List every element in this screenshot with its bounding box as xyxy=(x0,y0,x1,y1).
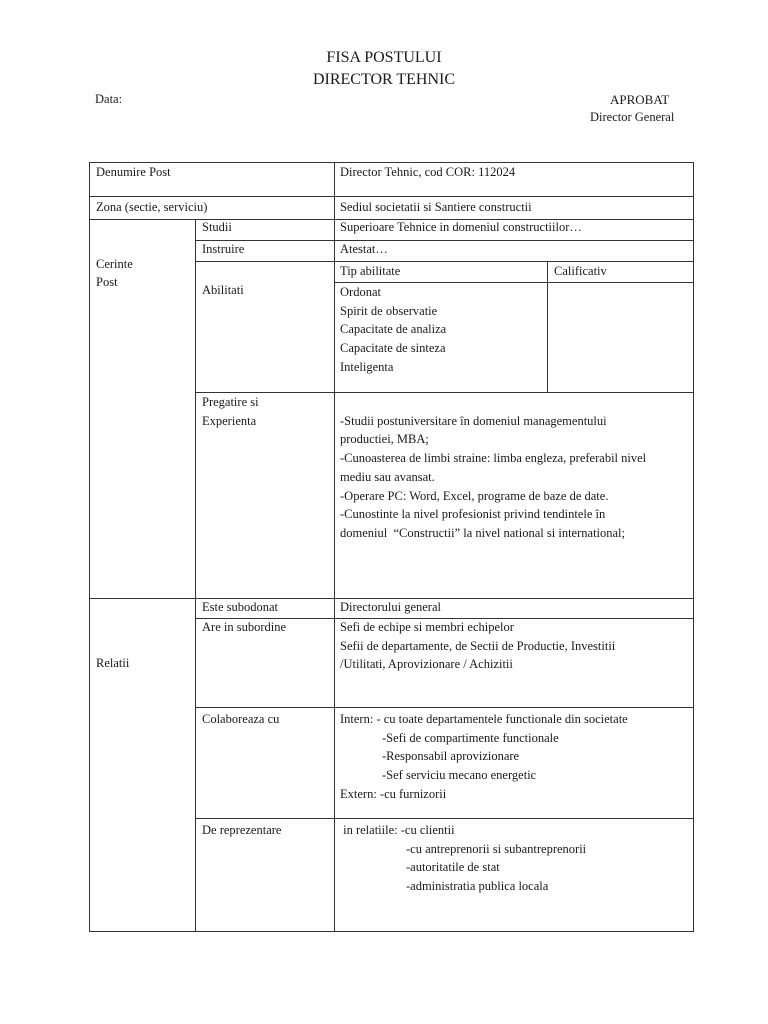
table-border xyxy=(195,392,694,393)
calificativ-header: Calificativ xyxy=(554,264,607,278)
tip-abilitate-header: Tip abilitate xyxy=(340,264,401,278)
table-border xyxy=(195,219,196,931)
pregatire-line: -Operare PC: Word, Excel, programe de baze de date. xyxy=(340,488,609,503)
relatii-label: Relatii xyxy=(96,656,130,670)
reprezentare-line: -administratia publica locala xyxy=(406,879,549,894)
table-border xyxy=(89,931,694,932)
post-label: Post xyxy=(96,275,118,289)
pregatire-line: productiei, MBA; xyxy=(340,432,429,447)
abilitate-item: Ordonat xyxy=(340,285,381,299)
abilitate-item: Capacitate de analiza xyxy=(340,322,447,337)
colaboreaza-line: Extern: -cu furnizorii xyxy=(340,786,447,801)
studii-label: Studii xyxy=(202,220,232,234)
instruire-value: Atestat… xyxy=(340,242,388,256)
pregatire-line: mediu sau avansat. xyxy=(340,469,435,484)
zona-label: Zona (sectie, serviciu) xyxy=(96,200,208,214)
colaboreaza-line: -Sefi de compartimente functionale xyxy=(382,730,559,745)
colaboreaza-line: Intern: - cu toate departamentele functionale din societate xyxy=(340,712,628,726)
instruire-label: Instruire xyxy=(202,242,245,256)
pregatire-label: Pregatire si xyxy=(202,395,259,409)
pregatire-line: domeniul “Constructii” la nivel national si international; xyxy=(340,525,626,540)
abilitate-item: Inteligenta xyxy=(340,359,394,374)
table-border xyxy=(195,707,694,708)
document-title: FISA POSTULUI xyxy=(326,49,442,66)
date-label: Data: xyxy=(95,92,123,106)
colaboreaza-label: Colaboreaza cu xyxy=(202,712,280,726)
zona-value: Sediul societatii si Santiere constructii xyxy=(340,200,532,214)
table-border xyxy=(693,162,694,931)
reprezentare-line: -cu antreprenorii si subantreprenorii xyxy=(406,841,587,856)
reprezentare-line: -autoritatile de stat xyxy=(406,860,500,875)
subordine-line: Sefii de departamente, de Sectii de Productie, Investitii xyxy=(340,638,616,653)
pregatire-line: -Cunostinte la nivel profesionist privind tendintele în xyxy=(340,507,606,522)
subordonat-value: Directorului general xyxy=(340,600,441,614)
table-border xyxy=(195,261,694,262)
document-subtitle: DIRECTOR TEHNIC xyxy=(312,71,456,88)
subordonat-label: Este subodonat xyxy=(202,600,279,614)
denumire-post-value: Director Tehnic, cod COR: 112024 xyxy=(340,165,516,179)
colaboreaza-line: -Sef serviciu mecano energetic xyxy=(382,768,537,783)
table-border xyxy=(334,162,335,931)
table-border xyxy=(195,240,694,241)
table-border xyxy=(334,282,694,283)
pregatire-line: -Studii postuniversitare în domeniul managementului xyxy=(340,413,607,428)
subordine-line: Sefi de echipe si membri echipelor xyxy=(340,620,514,634)
pregatire-line: -Cunoasterea de limbi straine: limba engleza, preferabil nivel xyxy=(340,451,647,466)
cerinte-label: Cerinte xyxy=(96,257,133,271)
colaboreaza-line: -Responsabil aprovizionare xyxy=(382,749,520,764)
approver-label: Director General xyxy=(590,110,675,124)
approved-label: APROBAT xyxy=(610,92,670,107)
abilitate-item: Capacitate de sinteza xyxy=(340,341,446,356)
abilitate-item: Spirit de observatie xyxy=(340,303,438,318)
reprezentare-line: in relatiile: -cu clientii xyxy=(340,823,455,837)
studii-value: Superioare Tehnice in domeniul constructiilor… xyxy=(340,220,582,234)
subordine-line: /Utilitati, Aprovizionare / Achizitii xyxy=(340,657,513,672)
experienta-label: Experienta xyxy=(202,413,257,428)
subordine-label: Are in subordine xyxy=(202,620,287,634)
reprezentare-label: De reprezentare xyxy=(202,823,282,837)
abilitati-label: Abilitati xyxy=(202,283,244,297)
table-border xyxy=(89,196,694,197)
table-border xyxy=(547,261,548,392)
table-border xyxy=(195,818,694,819)
denumire-post-label: Denumire Post xyxy=(96,165,171,179)
table-border xyxy=(89,162,90,931)
